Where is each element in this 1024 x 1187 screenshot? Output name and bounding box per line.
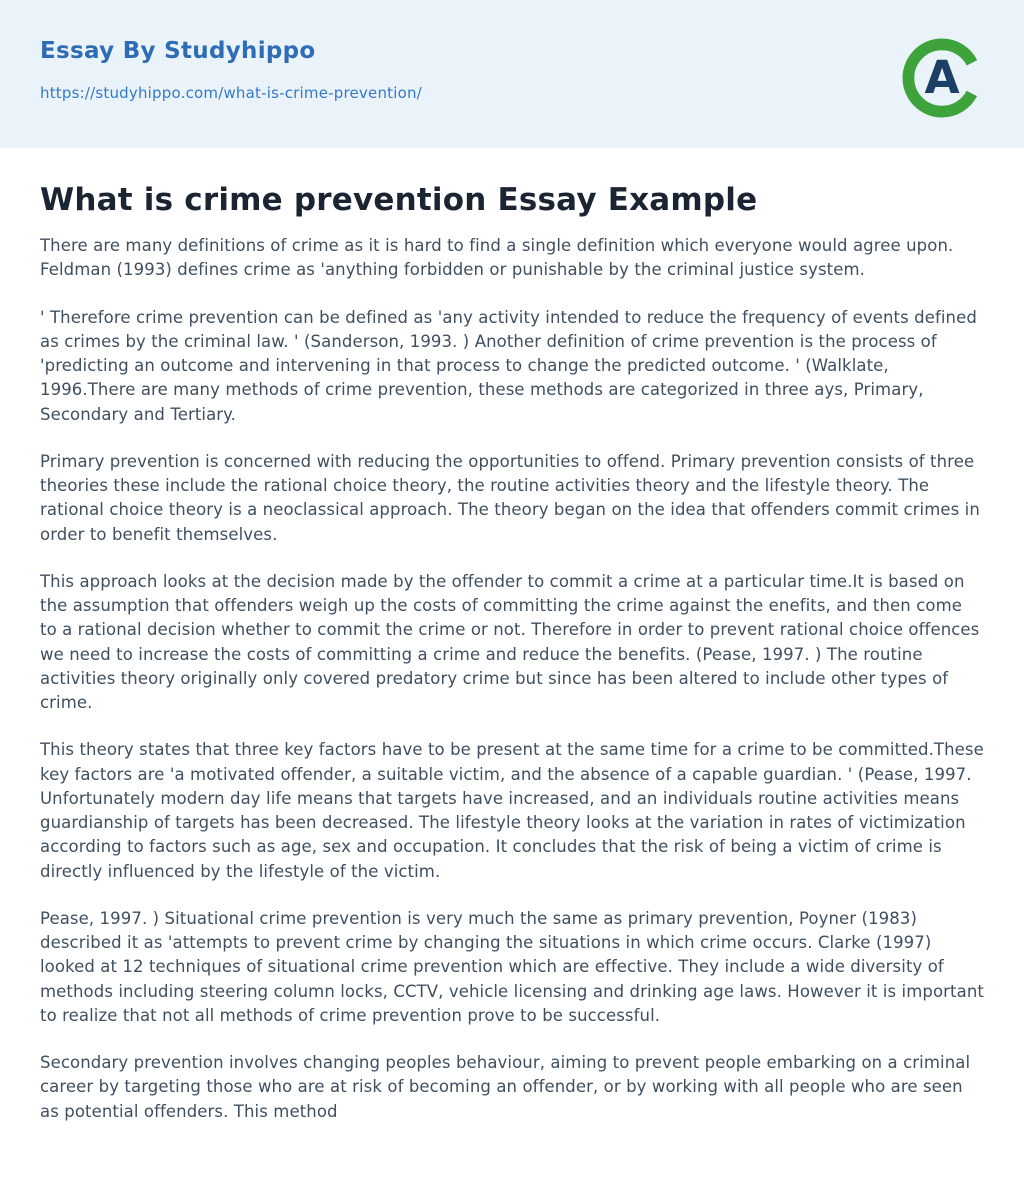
paragraph: This approach looks at the decision made by the offender to commit a crime at a particular time.It is based on the assumption that offenders weigh up the costs of committing the crime against the enefits, and then come to a rational decision whether to commit the crime or not. Therefore in order to prevent rational choice offences we need to increase the costs of committing a crime and reduce the benefits. (Pease, 1997. ) The routine activities theory originally only covered predatory crime but since has been altered to include other types of crime. [40, 571, 980, 712]
site-title: Essay By Studyhippo [40, 38, 316, 64]
logo-letter: A [924, 51, 960, 105]
article [0, 148, 1024, 1187]
paragraph: This theory states that three key factors have to be present at the same time for a crime to be committed.These key factors are 'a motivated offender, a suitable victim, and the absence of a capable guardian. ' (Pease, 1997. Unfortunately modern day life means that targets have increased, and an individuals routine activities means guardianship of targets has been decreased. The lifestyle theory looks at the variation in rates of victimization according to factors such as age, sex and occupation. It concludes that the risk of being a victim of crime is directly influenced by the lifestyle of the victim. [40, 740, 984, 881]
paragraph: Pease, 1997. ) Situational crime prevention is very much the same as primary prevention, Poyner (1983) described it as 'attempts to prevent crime by changing the situations in which crime occurs. Clarke (1997) looked at 12 techniques of situational crime prevention which are effective. They include a wide diversity of methods including steering column locks, CCTV, vehicle licensing and drinking age laws. However it is important to realize that not all methods of crime prevention prove to be successful. [40, 908, 984, 1025]
header [0, 0, 1024, 148]
paragraph: Secondary prevention involves changing peoples behaviour, aiming to prevent people embarking on a criminal career by targeting those who are at risk of becoming an offender, or by working with all people who are seen as potential offenders. This method [40, 1053, 971, 1121]
paragraph: ' Therefore crime prevention can be defined as 'any activity intended to reduce the frequency of events defined as crimes by the criminal law. ' (Sanderson, 1993. ) Another definition of crime prevention is the process of 'predicting an outcome and intervening in that process to change the predicted outcome. ' (Walklate, 1996.There are many methods of crime prevention, these methods are categorized in three ays, Primary, Secondary and Tertiary. [40, 307, 977, 424]
logo-ring-icon [900, 36, 984, 120]
article-body [40, 234, 984, 1124]
page-url-link[interactable]: https://studyhippo.com/what-is-crime-prevention/ [40, 84, 422, 102]
studyhippo-logo[interactable] [900, 36, 984, 120]
header-text-block [40, 34, 422, 102]
paragraph: Primary prevention is concerned with reducing the opportunities to offend. Primary prevention consists of three theories these include the rational choice theory, the routine activities theory and the lifestyle theory. The rational choice theory is a neoclassical approach. The theory began on the idea that offenders commit crimes in order to benefit themselves. [40, 451, 980, 544]
paragraph: There are many definitions of crime as it is hard to find a single definition which everyone would agree upon. Feldman (1993) defines crime as 'anything forbidden or punishable by the criminal justice system. [40, 236, 954, 280]
article-title: What is crime prevention Essay Example [40, 182, 758, 218]
